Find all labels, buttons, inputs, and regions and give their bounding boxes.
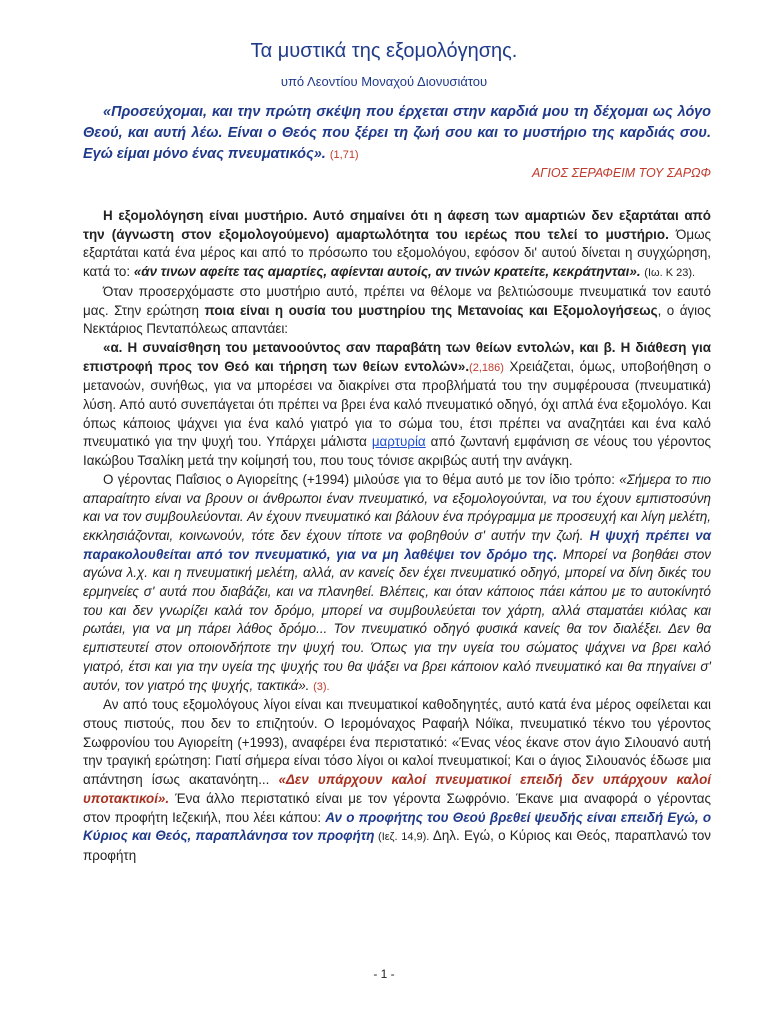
p2-bold-question: ποια είναι η ουσία του μυστηρίου της Μετανοίας και Εξομολογήσεως — [204, 302, 658, 318]
p5-prophet-quote: Αν ο προφήτης του Θεού βρεθεί ψευδής είναι επειδή Εγώ, ο Κύριος και Θεός, παραπλάνησα τον προφήτη — [83, 809, 711, 844]
p3-text-a: Χρειάζεται, όμως, υποβοήθηση ο μετανοών, συνήθως, για να μπορέσει να διακρίνει στα προβλήματά του την συμφέρουσα (πνευματικά) λύση. Από αυτό συνεπάγεται ότι πρέπει να βρει ένα καλό πνευματικό οδηγό, όχι απλά ένα εξομολόγο. Και όπως κάποιος ψάχνει για ένα καλό γιατρό για το σώμα του, έτσι πρέπει να αναζητάει και ένα καλό πνευματικό για την ψυχή του. Υπάρχει μάλιστα — [83, 358, 711, 450]
p5-text-c: Δηλ. Εγώ, ο Κύριος και Θεός, παραπλανώ τον προφήτη — [83, 828, 711, 863]
document-body — [83, 207, 711, 866]
p4-italic-quote-b: Μπορεί να βοηθάει στον αγώνα λ.χ. και η πνευματική μελέτη, αλλά, αν κανείς δεν έχει πνευματικό οδηγό, μπορεί να δίνη δικές του ερμηνείες σ' αυτά που διαβάζει, και να πλανηθεί. Βλέπεις, και όταν κάποιος πάει κάπου με το αυτοκίνητό του και δεν γνωρίζει καλά τον δρόμο, μπορεί να συμβουλεύεται τον χάρτη, αλλά σταματάει κιόλας και ρωτάει, για να μη πάρει λάθος δρόμο... Τον πνευματικό οδηγό φυσικά κανείς θα τον διαλέξει. Δεν θα εμπιστευτεί στον οποιονδήποτε την ψυχή του. Όπως για την υγεία του σώματος ψάχνει να βρει καλό γιατρό, έτσι και για την υγεία της ψυχής του θα ψάξει να βρει κάποιον καλό πνευματικό και θα πηγαίνει σ' αυτόν, τον γιατρό της ψυχής, τακτικά». — [83, 546, 711, 693]
epigraph-text: «Προσεύχομαι, και την πρώτη σκέψη που έρχεται στην καρδιά μου τη δέχομαι ως λόγο Θεού, και αυτή λέω. Είναι ο Θεός που ξέρει τη ζωή σου και το μυστήριο της καρδιάς σου. Εγώ είμαι μόνο ένας πνευματικός». — [83, 104, 711, 162]
paragraph-1 — [83, 207, 711, 283]
paragraph-5 — [83, 696, 711, 865]
p1-bold-statement: Η εξομολόγηση είναι μυστήριο. Αυτό σημαίνει ότι η άφεση των αμαρτιών δεν εξαρτάται από την (άγνωστη στον εξομολογούμενο) αμαρτωλότητα του ιερέως που τελεί το μυστήριο. — [83, 208, 711, 242]
p1-scripture-quote: «άν τινων αφείτε τας αμαρτίες, αφίενται αυτοίς, αν τινών κρατείτε, κεκράτηνται». — [133, 264, 641, 280]
p2-text-b: , ο άγιος Νεκτάριος Πενταπόλεως απαντάει: — [83, 302, 712, 337]
p5-red-quote: «Δεν υπάρχουν καλοί πνευματικοί επειδή δεν υπάρχουν καλοί υποτακτικοί». — [83, 772, 711, 806]
p4-text: Ο γέροντας Παΐσιος ο Αγιορείτης (+1994) μιλούσε για το θέμα αυτό με τον ίδιο τρόπο: — [103, 471, 620, 487]
page-title: Τα μυστικά της εξομολόγησης. — [250, 40, 518, 62]
p3-text-b: από ζωντανή εμφάνιση σε νέους του γέροντος Ιακώβου Τσαλίκη μετά την κοίμησή του, που τους τόνισε ακριβώς αυτή την ανάγκη. — [83, 434, 711, 469]
paragraph-3 — [83, 339, 711, 471]
p3-bold-quote: «α. Η συναίσθηση του μετανοούντος σαν παραβάτη των θείων εντολών, και β. Η διάθεση για επιστροφή προς τον Θεό και τήρηση των θείων εντολών». — [83, 339, 711, 374]
epigraph-attribution: ΑΓΙΟΣ ΣΕΡΑΦΕΙΜ ΤΟΥ ΣΑΡΩΦ — [531, 166, 711, 180]
p5-text-a: Αν από τους εξομολόγους λίγοι είναι και πνευματικοί καθοδηγητές, αυτό κατά ένα μέρος οφείλεται και στους πιστούς, που δεν το επιζητούν. Ο Ιερομόναχος Ραφαήλ Νόϊκα, πνευματικό τέκνο του γέροντος Σωφρονίου του Αγιορείτη (+1993), αναφέρει ένα περιστατικό: «Ένας νέος έκανε στον άγιο Σιλουανό αυτή την τραγική ερώτηση: Γιατί σήμερα είναι τόσο λίγοι οι καλοί πνευματικοί; Και ο άγιος Σιλουανός έδωσε μια απάντηση ίσως ακατανόητη... — [83, 697, 711, 788]
author-subtitle: υπό Λεοντίου Μοναχού Διονυσιάτου — [280, 74, 488, 89]
p1-text: Όμως εξαρτάται κατά ένα μέρος και από το πρόσωπο του εξομολόγου, εφόσον δι' αυτού δίνεται η συγχώρηση, κατά το: — [83, 226, 711, 280]
page-number: - 1 - — [373, 967, 395, 981]
p1-scripture-ref: (Ιω. Κ 23). — [644, 267, 696, 280]
p3-reference: (2,186) — [469, 361, 504, 374]
p5-text-b: Ένα άλλο περιστατικό είναι με τον γέροντα Σωφρόνιο. Έκανε μια αναφορά ο γέροντας στον προφήτη Ιεζεκιήλ, που λέει κάπου: — [83, 790, 711, 825]
testimony-link[interactable]: μαρτυρία — [371, 434, 426, 450]
p4-reference: (3). — [313, 680, 330, 693]
p4-bold-emphasis: Η ψυχή πρέπει να παρακολουθείται από τον πνευματικό, για να μη λαθέψει τον δρόμο της. — [83, 527, 712, 562]
paragraph-4 — [83, 471, 711, 696]
p5-scripture-ref: (Ιεζ. 14,9). — [374, 831, 430, 844]
paragraph-2 — [83, 283, 711, 339]
p2-text-a: Όταν προσερχόμαστε στο μυστήριο αυτό, πρέπει να θέλομε να βελτιώσουμε πνευματικά τον εαυτό μας. Στην ερώτηση — [83, 283, 711, 318]
p4-italic-quote-a: «Σήμερα το πιο απαραίτητο είναι να βρουν οι άνθρωποι έναν πνευματικό, να εξομολογούνται, να του έχουν εμπιστοσύνη και να τον συμβουλεύονται. Αν έχουν πνευματικό και βάλουν ένα πρόγραμμα με προσευχή και λίγη μελέτη, εκκλησιάζονται, κοινωνούν, τότε δεν έχουν τίποτε να φοβηθούν σ' αυτήν την ζωή. — [83, 471, 711, 543]
epigraph-quote — [83, 102, 711, 166]
epigraph-reference: (1,71) — [329, 149, 359, 161]
